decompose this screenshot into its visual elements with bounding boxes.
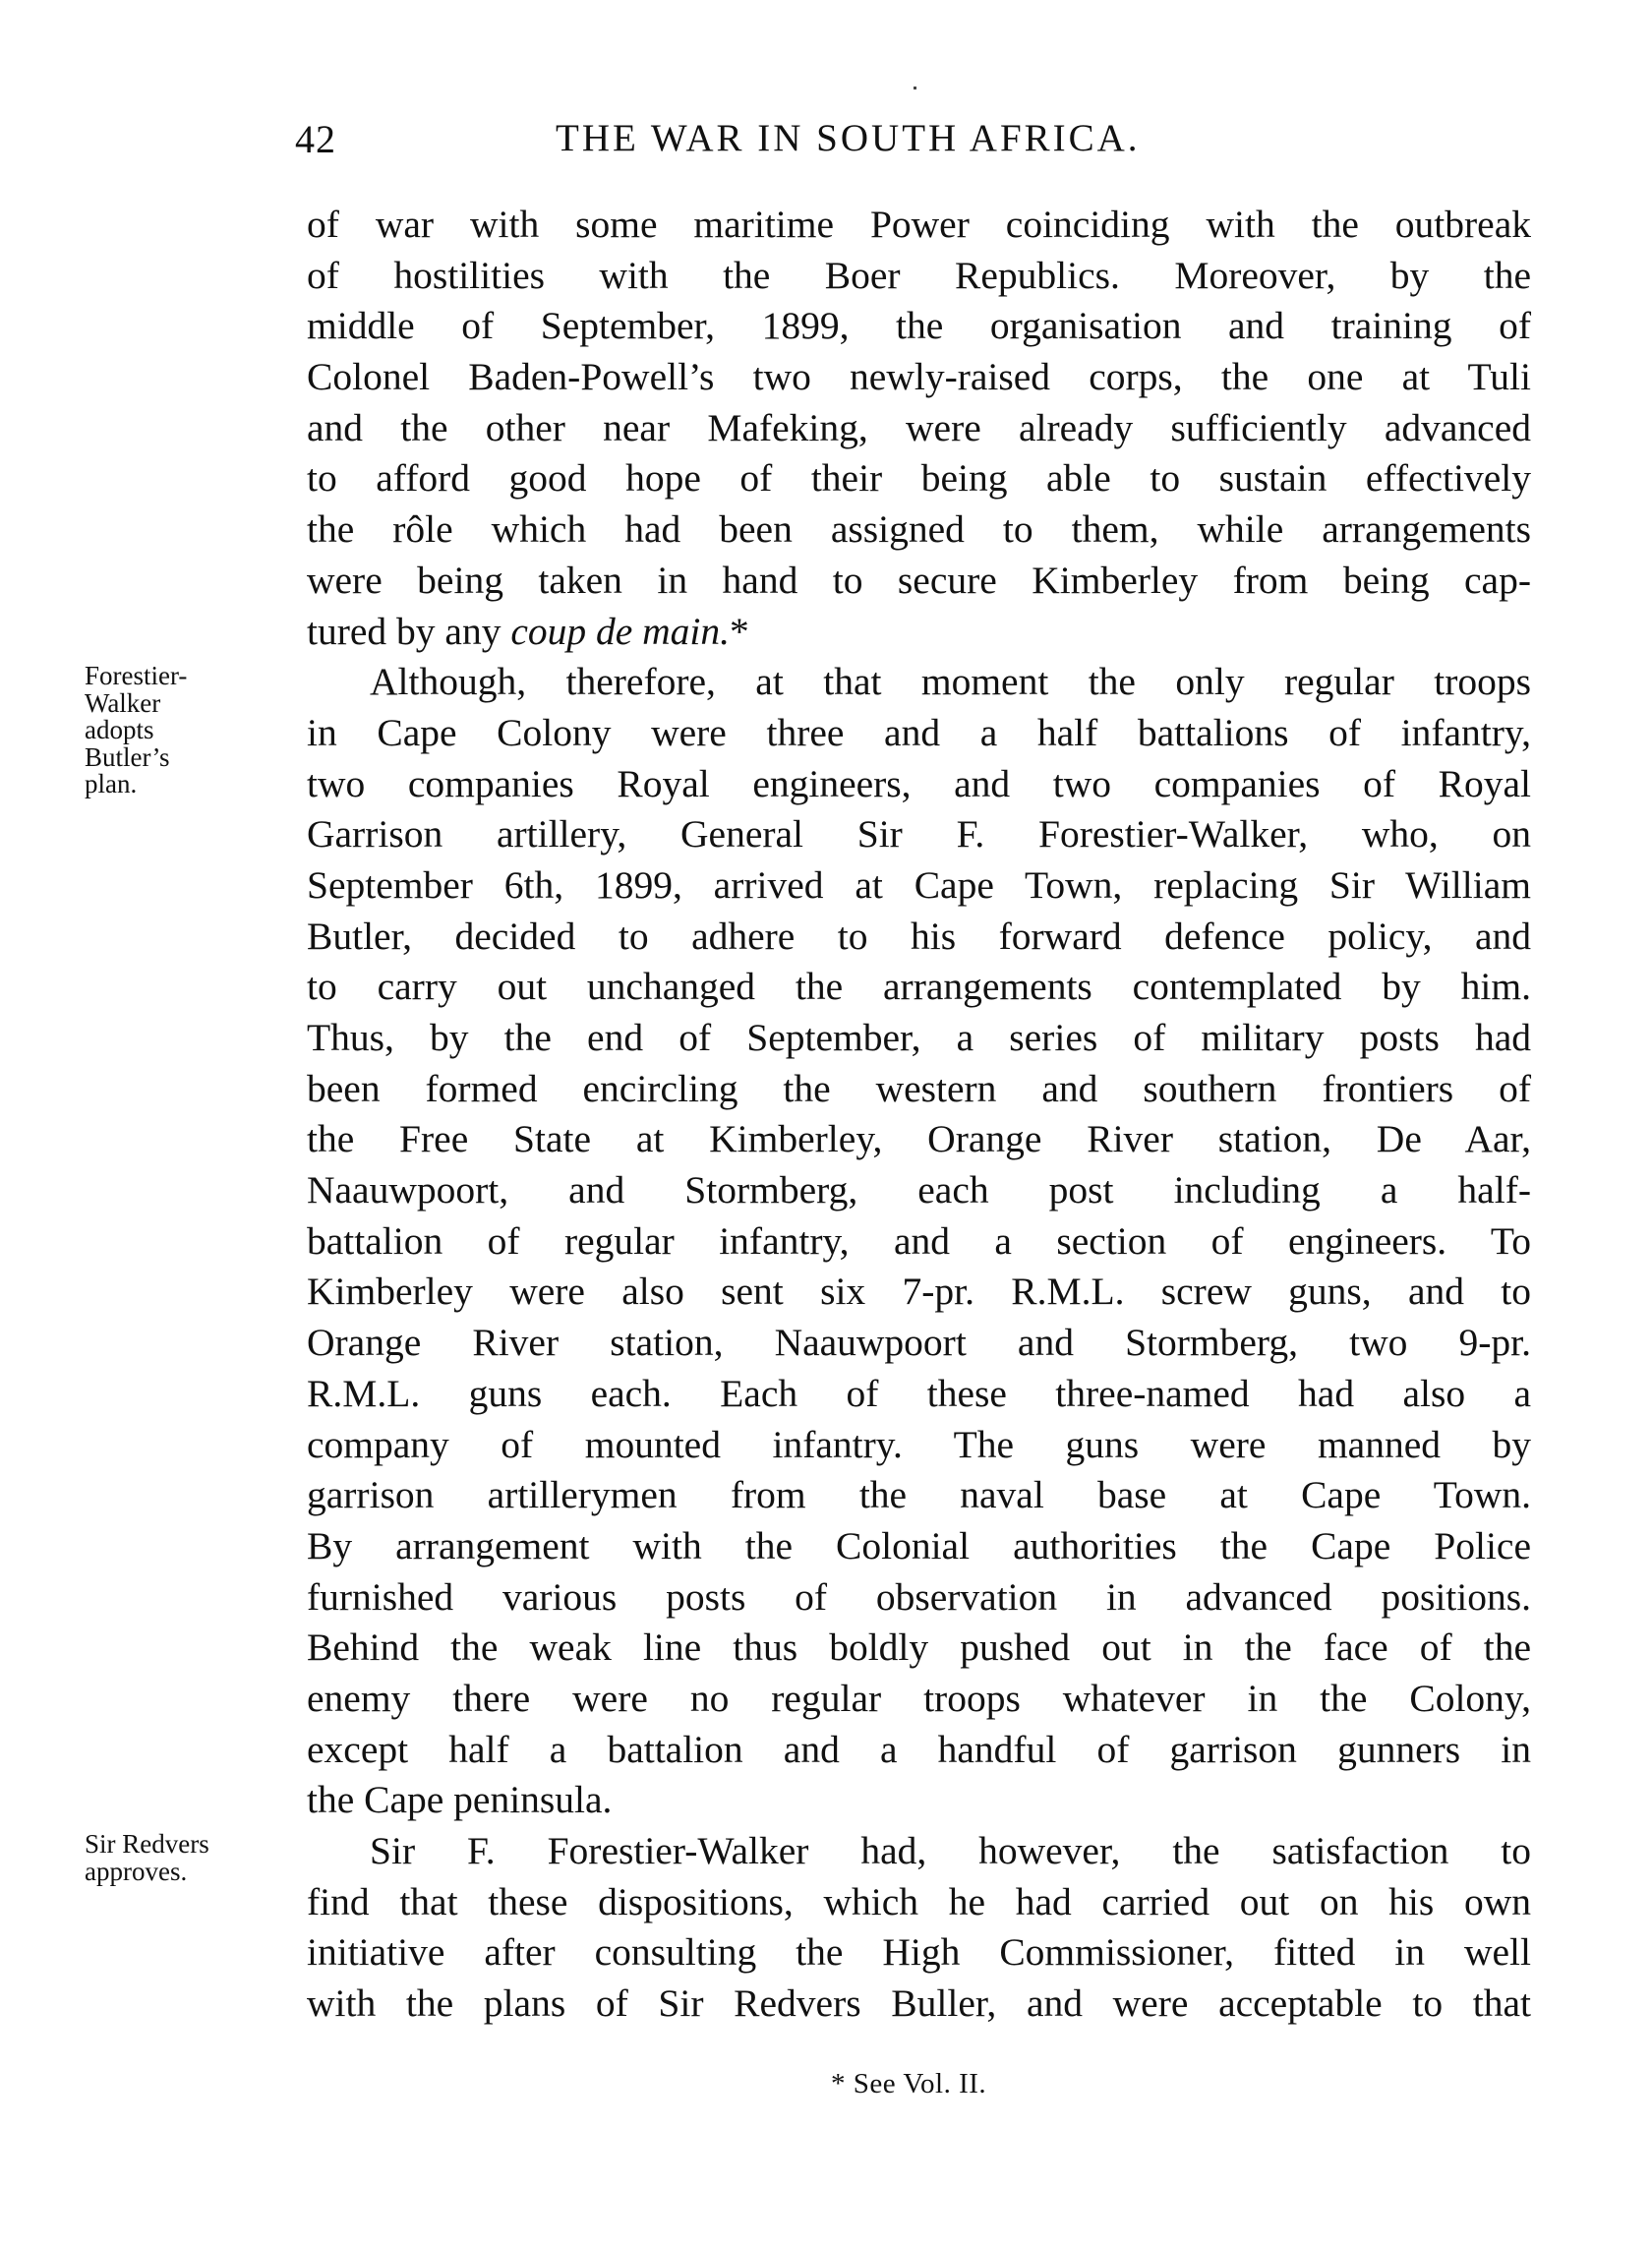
text-line: the Free State at Kimberley, Orange River station, De Aar, [307,1117,1531,1161]
sidenote-forestier-walker [85,663,187,798]
text-line [307,607,1531,658]
sidenote-line: Forestier- [85,661,188,690]
text-line: Butler, decided to adhere to his forward defence policy, and [307,914,1531,958]
text-line: of war with some maritime Power coinciding with the outbreak [307,203,1531,246]
text-line: and the other near Mafeking, were already sufficiently advanced [307,405,1531,449]
text-line: R.M.L. guns each. Each of these three-named had also a [307,1371,1531,1415]
text-line: with the plans of Sir Redvers Buller, and were acceptable to that [307,1981,1531,2026]
text-line: middle of September, 1899, the organisation and training of [307,304,1531,348]
paragraph-start: Sir F. Forestier-Walker had, however, the satisfaction to [370,1829,1531,1872]
text-line: the Cape peninsula. [307,1778,613,1822]
text-line: battalion of regular infantry, and a section of engineers. To [307,1218,1531,1263]
footnote: * See Vol. II. [831,2068,987,2099]
paragraph-start: Although, therefore, at that moment the only regular troops [370,660,1531,704]
text-line: company of mounted infantry. The guns were manned by [307,1422,1531,1466]
text-line: September 6th, 1899, arrived at Cape Town, replacing Sir William [307,862,1531,907]
text-line: Kimberley were also sent six 7-pr. R.M.L. screw guns, and to [307,1270,1531,1314]
sidenote-line: Sir Redvers [85,1829,209,1859]
page-header [0,116,1652,165]
text-line: been formed encircling the western and southern frontiers of [307,1066,1531,1110]
text-line: find that these dispositions, which he had carried out on his own [307,1879,1531,1923]
text-line: in Cape Colony were three and a half battalions of infantry, [307,710,1531,754]
text-line: By arrangement with the Colonial authorities the Cape Police [307,1523,1531,1567]
text-line: Colonel Baden-Powell’s two newly-raised corps, the one at Tuli [307,355,1531,399]
text-line: furnished various posts of observation in advanced positions. [307,1574,1531,1619]
text-line: Naauwpoort, and Stormberg, each post including a half- [307,1168,1531,1212]
sidenote-line: Butler’s [85,741,170,772]
italic-phrase: coup de main. [510,609,731,653]
text-line: two companies Royal engineers, and two companies of Royal [307,761,1531,805]
sidenote-line: Walker [85,687,161,718]
sidenote-line: plan. [85,769,138,798]
text-line: Thus, by the end of September, a series of military posts had [307,1016,1531,1059]
body-text [307,200,1531,2030]
text-line: to afford good hope of their being able to sustain effectively [307,456,1531,501]
footnote-marker: * [730,609,749,653]
text-line: except half a battalion and a handful of garrison gunners in [307,1727,1531,1771]
text-line: initiative after consulting the High Commissioner, fitted in well [307,1930,1531,1975]
text-line: the rôle which had been assigned to them, while arrangements [307,507,1531,552]
text-line: Behind the weak line thus boldly pushed out in the face of the [307,1625,1531,1670]
text-line: garrison artillerymen from the naval base at Cape Town. [307,1473,1531,1517]
sidenote-sir-redvers [85,1831,209,1885]
text-line: were being taken in hand to secure Kimberley from being cap- [307,558,1531,602]
text-line: Orange River station, Naauwpoort and Stormberg, two 9-pr. [307,1321,1531,1365]
page-number: 42 [295,117,336,161]
text-line: enemy there were no regular troops whatever in the Colony, [307,1676,1531,1720]
text-line: Garrison artillery, General Sir F. Forestier-Walker, who, on [307,812,1531,857]
sidenote-line: adopts [85,715,154,744]
text-line: to carry out unchanged the arrangements contemplated by him. [307,965,1531,1009]
text-line: of hostilities with the Boer Republics. Moreover, by the [307,253,1531,297]
text-span: tured by any [307,609,511,653]
scan-speck [914,87,916,89]
sidenote-line: approves. [85,1856,188,1886]
running-title: THE WAR IN SOUTH AFRICA. [556,117,1141,159]
